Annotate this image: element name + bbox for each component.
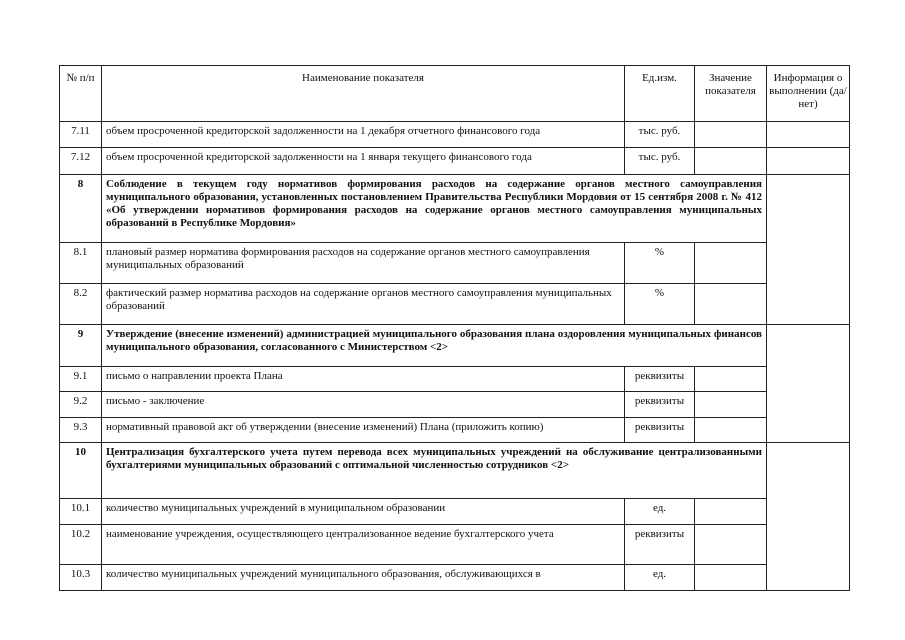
row-num: 8.1 (60, 243, 102, 284)
header-info: Информация о выполнении (да/ нет) (767, 66, 850, 122)
section-title: Централизация бухгалтерского учета путем перевода всех муниципальных учреждений на обслуживание централизованными бухгалтериями муниципальных образований с оптимальной численностью сотрудников <2> (102, 443, 767, 499)
row-unit: реквизиты (625, 418, 695, 443)
table-row (60, 392, 850, 418)
row-unit: реквизиты (625, 392, 695, 418)
row-value-cell[interactable] (695, 148, 767, 175)
row-unit: ед. (625, 565, 695, 591)
row-name: количество муниципальных учреждений в муниципальном образовании (102, 499, 625, 525)
row-value-cell[interactable] (695, 243, 767, 284)
row-unit: тыс. руб. (625, 122, 695, 148)
section-row (60, 443, 850, 499)
row-num: 9.1 (60, 367, 102, 392)
row-value-cell[interactable] (695, 499, 767, 525)
row-value-cell[interactable] (695, 565, 767, 591)
row-value-cell[interactable] (695, 284, 767, 325)
row-num: 7.11 (60, 122, 102, 148)
section-row (60, 325, 850, 367)
table-row (60, 525, 850, 565)
row-value-cell[interactable] (695, 122, 767, 148)
row-name: наименование учреждения, осуществляющего централизованное ведение бухгалтерского учета (102, 525, 625, 565)
row-unit: % (625, 284, 695, 325)
header-num: № п/п (60, 66, 102, 122)
table-row (60, 122, 850, 148)
row-name: письмо о направлении проекта Плана (102, 367, 625, 392)
row-name: фактический размер норматива расходов на содержание органов местного самоуправления муниципальных образований (102, 284, 625, 325)
section-row (60, 175, 850, 243)
table-row (60, 148, 850, 175)
table-row (60, 243, 850, 284)
section-num: 8 (60, 175, 102, 243)
row-name: письмо - заключение (102, 392, 625, 418)
row-num: 10.2 (60, 525, 102, 565)
row-value-cell[interactable] (695, 418, 767, 443)
row-num: 7.12 (60, 148, 102, 175)
row-unit: реквизиты (625, 525, 695, 565)
section-title: Соблюдение в текущем году нормативов формирования расходов на содержание органов местного самоуправления муниципального образования, установленных постановлением Правительства Республики Мордовия от 15 сентября 2008 г. № 412 «Об утверждении нормативов формирования расходов на содержание органов местного самоуправления муниципальных образований в Республике Мордовия» (102, 175, 767, 243)
row-value-cell[interactable] (695, 367, 767, 392)
row-value-cell[interactable] (695, 392, 767, 418)
section-num: 10 (60, 443, 102, 499)
row-num: 9.2 (60, 392, 102, 418)
row-name: количество муниципальных учреждений муниципального образования, обслуживающихся в (102, 565, 625, 591)
row-num: 9.3 (60, 418, 102, 443)
row-name: нормативный правовой акт об утверждении (внесение изменений) Плана (приложить копию) (102, 418, 625, 443)
section-num: 9 (60, 325, 102, 367)
table-row (60, 284, 850, 325)
header-name: Наименование показателя (102, 66, 625, 122)
section-info-cell[interactable] (767, 175, 850, 325)
section-info-cell[interactable] (767, 443, 850, 591)
header-row (60, 66, 850, 122)
table-row (60, 418, 850, 443)
row-unit: реквизиты (625, 367, 695, 392)
section-info-cell[interactable] (767, 325, 850, 443)
header-value: Значение показателя (695, 66, 767, 122)
row-info-cell[interactable] (767, 122, 850, 148)
table-row (60, 499, 850, 525)
row-unit: % (625, 243, 695, 284)
indicators-table (59, 65, 850, 591)
row-unit: ед. (625, 499, 695, 525)
row-name: объем просроченной кредиторской задолженности на 1 декабря отчетного финансового года (102, 122, 625, 148)
section-title: Утверждение (внесение изменений) администрацией муниципального образования плана оздоровления муниципальных финансов муниципального образования, согласованного с Министерством <2> (102, 325, 767, 367)
row-num: 8.2 (60, 284, 102, 325)
row-value-cell[interactable] (695, 525, 767, 565)
header-unit: Ед.изм. (625, 66, 695, 122)
row-info-cell[interactable] (767, 148, 850, 175)
row-name: объем просроченной кредиторской задолженности на 1 января текущего финансового года (102, 148, 625, 175)
row-num: 10.1 (60, 499, 102, 525)
table-row (60, 565, 850, 591)
table-row (60, 367, 850, 392)
row-unit: тыс. руб. (625, 148, 695, 175)
row-num: 10.3 (60, 565, 102, 591)
row-name: плановый размер норматива формирования расходов на содержание органов местного самоуправления муниципальных образований (102, 243, 625, 284)
